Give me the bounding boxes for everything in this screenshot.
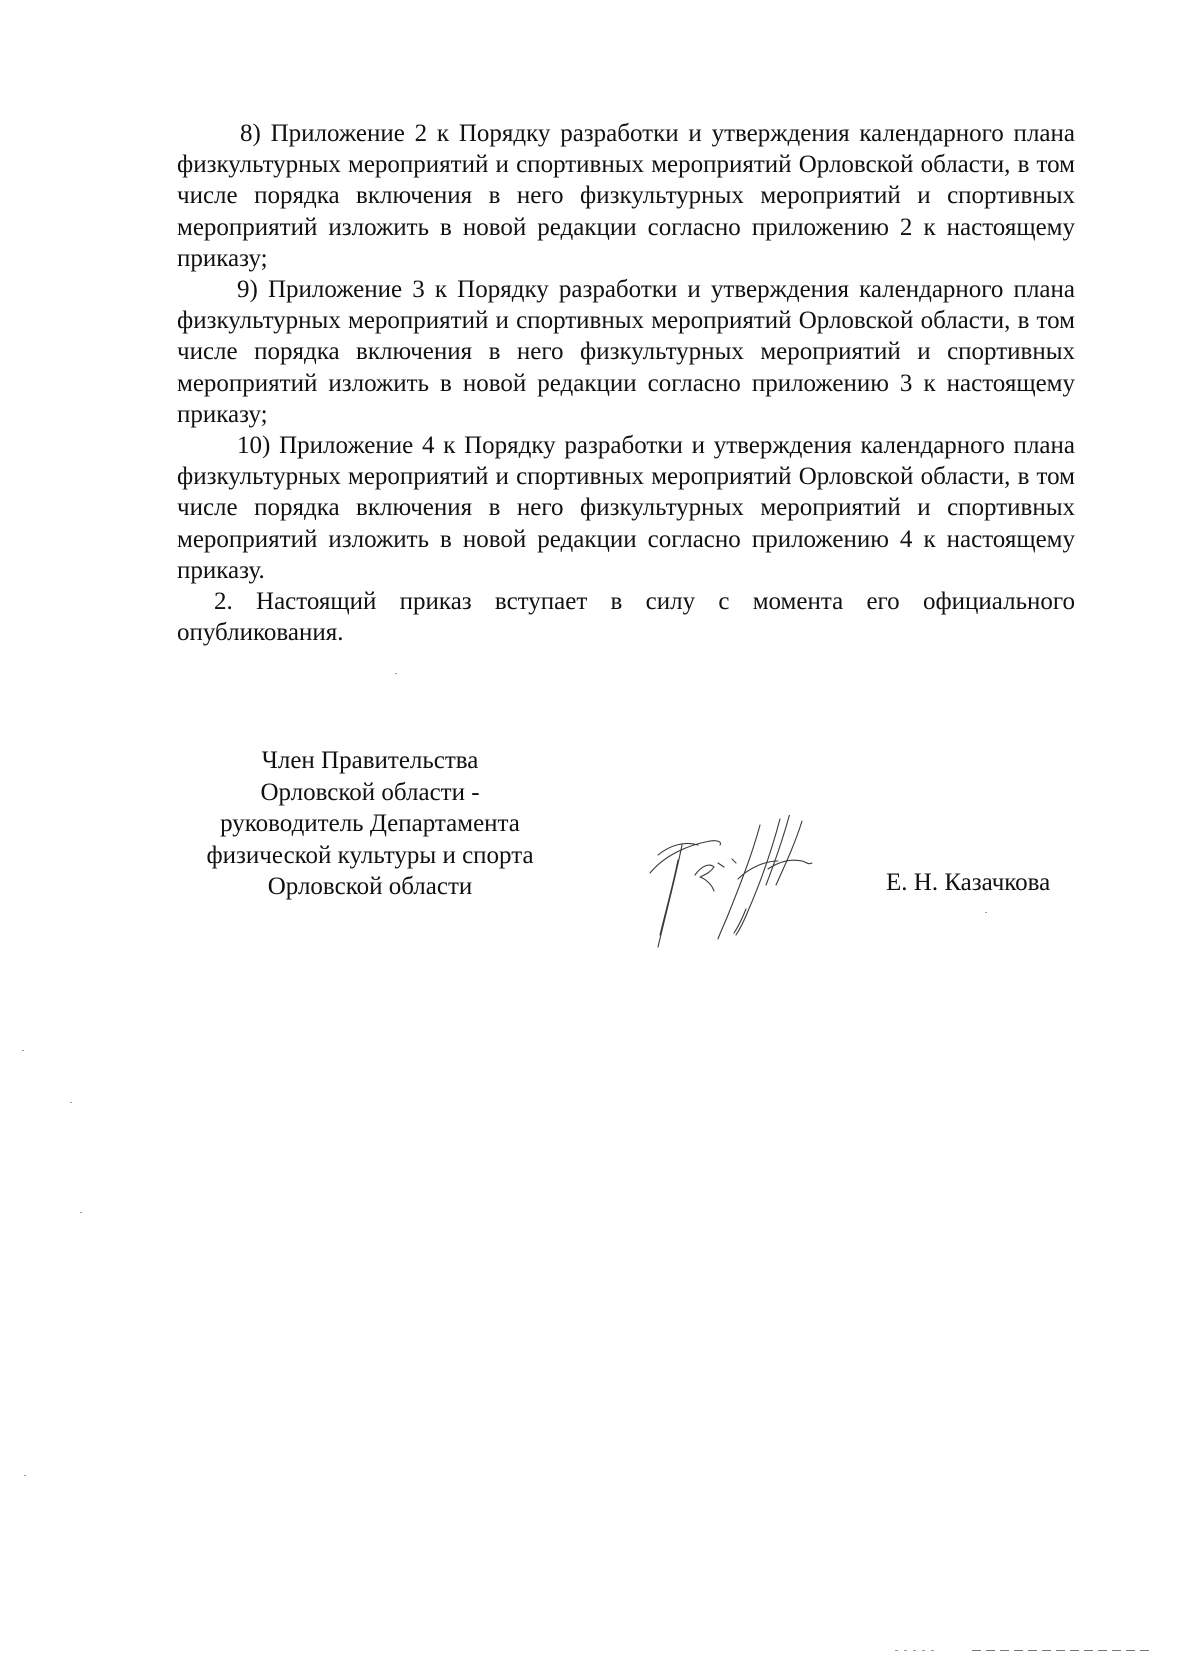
- scan-edge-line: [972, 1650, 1152, 1651]
- paragraph-item-9: 9) Приложение 3 к Порядку разработки и утверждения календарного плана физкультурных мероприятий и спортивных мероприятий Орловской области, в том числе порядка включения в него физкультурных мероприятий и спортивных мероприятий изложить в новой редакции согласно приложению 3 к настоящему приказу;: [177, 276, 1075, 428]
- signer-title-line: руководитель Департамента: [220, 810, 520, 837]
- signer-title-line: Член Правительства: [261, 747, 479, 774]
- scan-speck: [70, 1102, 72, 1103]
- signer-title-line: физической культуры и спорта: [206, 841, 534, 869]
- paragraph-item-8: 8) Приложение 2 к Порядку разработки и утверждения календарного плана физкультурных мероприятий и спортивных мероприятий Орловской области, в том числе порядка включения в него физкультурных мероприятий и спортивных мероприятий изложить в новой редакции согласно приложению 2 к настоящему приказу;: [177, 120, 1075, 272]
- scan-speck: [22, 1050, 24, 1051]
- signer-title-line: Орловской области -: [260, 778, 480, 806]
- paragraph-item-10: 10) Приложение 4 к Порядку разработки и утверждения календарного плана физкультурных мероприятий и спортивных мероприятий Орловской области, в том числе порядка включения в него физкультурных мероприятий и спортивных мероприятий изложить в новой редакции согласно приложению 4 к настоящему приказу.: [177, 432, 1075, 584]
- signer-title-line: Орловской области: [267, 873, 473, 900]
- scan-speck: [80, 1212, 82, 1213]
- scan-speck: [985, 912, 987, 913]
- signer-name: Е. Н. Казачкова: [886, 869, 1051, 896]
- scan-edge-line: [895, 1650, 940, 1651]
- handwritten-signature: [640, 815, 860, 955]
- signer-title: [160, 745, 580, 903]
- document-body: [177, 118, 1075, 648]
- scan-speck: [24, 1475, 26, 1476]
- scan-speck: [395, 673, 397, 674]
- paragraph-closing: 2. Настоящий приказ вступает в силу с момента его официального опубликования.: [177, 588, 1075, 647]
